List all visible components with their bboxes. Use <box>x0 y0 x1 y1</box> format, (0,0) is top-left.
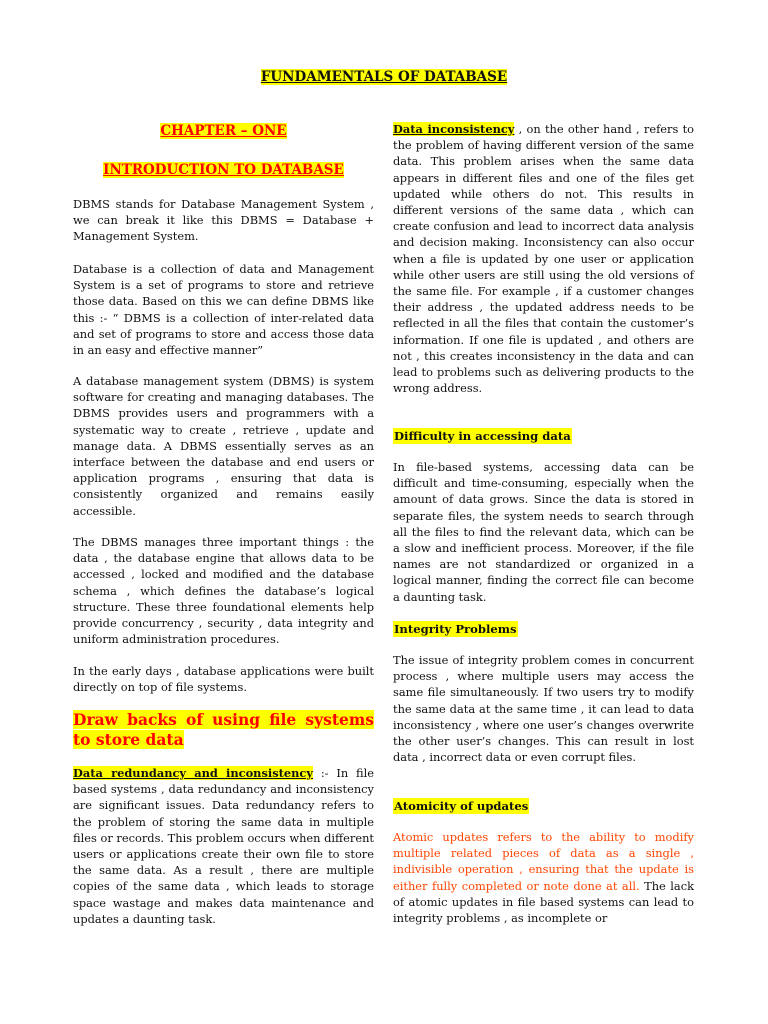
inconsistency-label: Data inconsistency <box>393 122 515 136</box>
paragraph-early-days: In the early days , database applications were built directly on top of file systems. <box>73 664 374 695</box>
paragraph-integrity: The issue of integrity problem comes in concurrent process , where multiple users may access the same file simultaneously. If two users try to modify the same data at the same time , it can lead to data inconsistency , where one user’s changes overwrite the other user’s changes. This can result in lost data , incorrect data or even corrupt files. <box>393 653 694 765</box>
paragraph-dbms-definition: DBMS stands for Database Management System , we can break it like this DBMS = Database + Management System. <box>73 197 374 244</box>
access-heading <box>393 428 572 444</box>
access-heading-text: Difficulty in accessing data <box>394 429 571 443</box>
atomicity-heading-text: Atomicity of updates <box>394 799 529 813</box>
paragraph-inconsistency <box>393 121 694 396</box>
document-title-text: FUNDAMENTALS OF DATABASE <box>260 69 508 85</box>
redundancy-label: Data redundancy and inconsistency <box>73 766 313 780</box>
chapter-subtitle-text: INTRODUCTION TO DATABASE <box>103 162 344 178</box>
atomicity-heading <box>393 798 529 814</box>
paragraph-access: In file-based systems, accessing data can be difficult and time-consuming, especially when the amount of data grows. Since the data is stored in separate files, the system needs to search through all the files to find the relevant data, which can be a slow and inefficient process. Moreover, if the file names are not standardized or organized in a logical manner, finding the correct file can become a daunting task. <box>393 460 694 604</box>
integrity-heading-text: Integrity Problems <box>394 622 517 636</box>
paragraph-dbms-software: A database management system (DBMS) is system software for creating and managing databases. The DBMS provides users and programmers with a systematic way to create , retrieve , update and manage data. A DBMS essentially serves as an interface between the database and end users or application programs , ensuring that data is consistently organized and remains easily accessible. <box>73 374 374 518</box>
paragraph-dbms-manages: The DBMS manages three important things : the data , the database engine that allows data to be accessed , locked and modified and the database schema , which defines the database’s logical structure. These three foundational elements help provide concurrency , security , data integrity and uniform administration procedures. <box>73 535 374 647</box>
integrity-heading <box>393 621 518 637</box>
redundancy-text: :- In file based systems , data redundancy and inconsistency are significant issues. Data redundancy refers to the problem of storing the same data in multiple files or records. This problem occurs when different users or applications create their own file to store the same data. As a result , there are multiple copies of the same data , which leads to storage space wastage and makes data maintenance and updates a daunting task. <box>73 766 374 926</box>
document-title <box>0 69 768 85</box>
drawbacks-heading-text: Draw backs of using file systems to store data <box>73 710 374 749</box>
chapter-subtitle <box>73 162 374 178</box>
drawbacks-heading <box>73 710 374 750</box>
atomicity-text: The lack of atomic updates in file based systems can lead to integrity problems , as incomplete or <box>393 878 694 926</box>
paragraph-database-definition: Database is a collection of data and Management System is a set of programs to store and retrieve those data. Based on this we can define DBMS like this :- “ DBMS is a collection of inter-related data and set of programs to store and access those data in an easy and effective manner” <box>73 262 374 358</box>
chapter-heading <box>73 123 374 139</box>
chapter-heading-text: CHAPTER – ONE <box>160 123 287 139</box>
paragraph-redundancy <box>73 765 374 927</box>
inconsistency-text: , on the other hand , refers to the problem of having different version of the same data. This problem arises when the same data appears in different files and one of the files get updated while others do not. This results in different versions of the same data , which can create confusion and lead to incorrect data analysis and decision making. Inconsistency can also occur when a file is updated by one user or application while other users are still using the old versions of the same file. For example , if a customer changes their address , the updated address needs to be reflected in all the files that contain the customer’s information. If one file is updated , and others are not , this creates inconsistency in the data and can lead to problems such as delivering products to the wrong address. <box>393 122 694 396</box>
atomicity-orange-text: Atomic updates refers to the ability to modify multiple related pieces of data as a single , indivisible operation , ensuring that the update is either fully completed or note done at all. <box>393 830 694 893</box>
paragraph-atomicity <box>393 829 694 926</box>
